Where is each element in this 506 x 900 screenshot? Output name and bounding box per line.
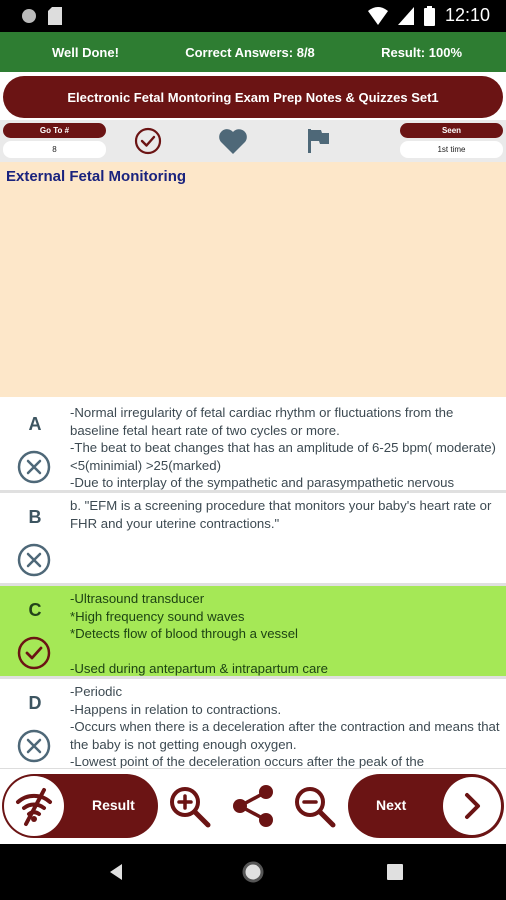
zoom-in-icon[interactable]	[166, 783, 212, 829]
option-b[interactable]	[0, 493, 506, 583]
signal-icon	[398, 7, 414, 25]
system-navigation-bar	[0, 844, 506, 900]
wrong-answer-icon	[17, 543, 51, 577]
result-button[interactable]	[2, 774, 158, 838]
sd-card-icon	[48, 7, 62, 25]
correct-answer-icon	[17, 636, 51, 670]
question-title: External Fetal Monitoring	[6, 168, 187, 185]
next-button[interactable]	[348, 774, 504, 838]
share-icon[interactable]	[230, 783, 276, 829]
option-d[interactable]	[0, 679, 506, 768]
result-percentage: Result: 100%	[381, 44, 462, 60]
heart-icon[interactable]	[218, 126, 248, 156]
quiz-title	[3, 76, 503, 118]
option-text: -Ultrasound transducer *High frequency sound waves *Detects flow of blood through a vessel -Used during antepartum & intrapartum care	[70, 591, 329, 676]
status-time: 12:10	[444, 5, 490, 25]
option-text: -Periodic -Happens in relation to contractions. -Occurs when there is a deceleration after the contraction and means that the baby is not getting enough oxygen. -Lowest point of the deceleration occurs after the peak of the	[70, 684, 500, 768]
goto-value[interactable]: 8	[3, 141, 106, 158]
next-label: Next	[376, 797, 407, 813]
seen-indicator	[400, 123, 503, 159]
back-icon[interactable]	[106, 862, 124, 882]
zoom-out-icon[interactable]	[291, 783, 337, 829]
no-wifi-icon	[4, 776, 64, 836]
option-letter: A	[28, 414, 42, 434]
option-a[interactable]	[0, 400, 506, 490]
option-letter: B	[28, 507, 42, 527]
wrong-answer-icon	[17, 729, 51, 763]
summary-bar	[0, 32, 506, 72]
home-icon[interactable]	[241, 860, 265, 884]
goto-label: Go To #	[3, 123, 106, 138]
goto-question-control[interactable]	[3, 123, 106, 159]
result-label: Result	[92, 797, 135, 813]
wrong-answer-icon	[17, 450, 51, 484]
bottom-action-bar	[0, 768, 506, 844]
notification-dot-icon	[22, 9, 36, 23]
quiz-title-text: Electronic Fetal Montoring Exam Prep Notes & Quizzes Set1	[67, 89, 439, 105]
question-toolbar	[0, 120, 506, 162]
recents-icon[interactable]	[386, 863, 404, 881]
option-text: -Normal irregularity of fetal cardiac rhythm or fluctuations from the baseline fetal heart rate of two cycles or more. -The beat to beat changes that has an amplitude of 6-25 bpm( moderate) <5(minimial) >25(marked) -Due to interplay of the sympathetic and parasympathetic nervous	[70, 405, 496, 490]
check-circle-icon[interactable]	[133, 126, 163, 156]
seen-label: Seen	[400, 123, 503, 138]
seen-value: 1st time	[400, 141, 503, 158]
question-panel	[0, 162, 506, 397]
wifi-icon	[368, 7, 388, 25]
status-bar	[0, 0, 506, 32]
battery-icon	[424, 6, 435, 26]
option-letter: D	[28, 693, 42, 713]
correct-answers-count: Correct Answers: 8/8	[185, 44, 315, 60]
well-done-message: Well Done!	[52, 44, 119, 60]
chevron-right-icon	[443, 777, 501, 835]
option-letter: C	[28, 600, 42, 620]
option-c[interactable]	[0, 586, 506, 676]
option-text: b. "EFM is a screening procedure that monitors your baby's heart rate or FHR and your uterine contractions."	[70, 498, 492, 531]
flag-icon[interactable]	[303, 126, 333, 156]
